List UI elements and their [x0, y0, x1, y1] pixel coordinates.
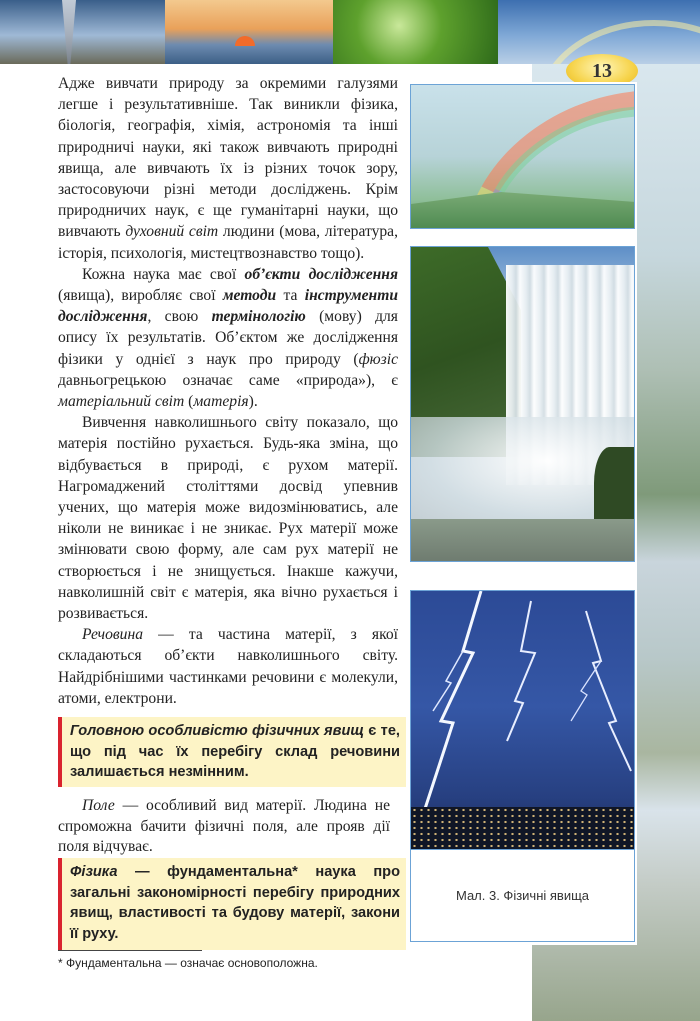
text-run: Кожна наука має свої: [82, 265, 245, 283]
text-run: інструменти дослідження: [58, 287, 398, 326]
banner-photo-tornado: [0, 0, 165, 64]
callout-rest: є те, що під час їх перебігу склад речовини залишається незмінним.: [70, 723, 400, 780]
definition-rest: — фундаментальна* наука про загальні закономірності перебігу природних явищ, властивості та будову матерії, закони її руху.: [70, 864, 400, 942]
text-run: термінологію: [211, 308, 306, 326]
text-run: та: [276, 287, 305, 305]
page-number: 13: [566, 54, 638, 88]
field-rest: — особливий вид матерії. Людина не спроможна бачити фізичні поля, але прояв дії поля відчуває.: [58, 797, 390, 855]
text-run: фюзіс: [358, 350, 398, 368]
banner-photo-sunset: [165, 0, 333, 64]
text-run: , свою: [147, 308, 212, 326]
callout-lead: Головною особливістю фізичних явищ: [70, 723, 365, 739]
text-run: Адже вивчати природу за окремими галузями легше і результативніше. Так виникли фізика, біологія, географія, хімія, астрономія та інші природничі науки, які також вивчають природні явища, але вивчають їх із різних точок зору, застосовуючи різні методи досліджень. Крім природничих наук, є ще гуманітарні науки, що вивчають: [58, 75, 398, 241]
photo-rainbow: [410, 84, 635, 229]
definition-term: Фізика: [70, 864, 118, 880]
banner-photo-dewdrops: [333, 0, 498, 64]
photo-lightning: [410, 590, 635, 850]
text-run: методи: [222, 287, 277, 305]
text-run: ).: [248, 393, 258, 411]
figure-caption: Мал. 3. Фізичні явища: [410, 850, 635, 942]
text-run: давньогрецькою означає саме «природа»), є: [58, 371, 398, 389]
text-run: (мову) для опису їх результатів. Об’єктом же дослідження фізики у однієї з наук про природу (: [58, 308, 398, 368]
text-run: — та частина матерії, з якої складаються об’єкти навколишнього світу. Найдрібнішими частинками речовини є молекули, атоми, електрони.: [58, 626, 398, 707]
photo-waterfall: [410, 246, 635, 562]
definition-callout: [58, 858, 406, 950]
paragraph-4: [58, 624, 398, 709]
text-run: Речовина: [82, 626, 144, 644]
field-term: Поле: [82, 797, 115, 814]
key-point-callout: [58, 717, 406, 787]
text-run: матеріальний світ: [58, 393, 185, 411]
text-run: (: [184, 393, 194, 411]
paragraph-1: [58, 73, 398, 264]
text-run: (явища), виробляє свої: [58, 287, 223, 305]
paragraph-2: [58, 264, 398, 412]
footnote: * Фундаментальна — означає основоположна.: [58, 956, 318, 970]
paragraph-3: [58, 412, 398, 624]
text-run: Вивчення навколишнього світу показало, що матерія постійно рухається. Будь-яка зміна, що відбувається в природі, є рухом матерії. Нагромаджений століттями досвід упевнив учених, що матерія може видозмінюватись, але ніколи не виникає і не зникає. Рух матерії може змінювати свою форму, але сам рух матерії не створюється і не знищується. Інакше кажучи, навколишній світ є матерія, яка вічно рухається і розвивається.: [58, 414, 398, 623]
footnote-divider: [58, 950, 202, 951]
text-run: об’єкти дослідження: [244, 265, 398, 283]
city-lights: [411, 807, 635, 849]
text-run: людини (мова, література, історія, психологія, мистецтвознавство тощо).: [58, 223, 398, 262]
figure-physical-phenomena: [408, 82, 637, 945]
text-run: духовний світ: [125, 223, 219, 241]
body-text: [58, 73, 398, 709]
text-run: матерія: [193, 393, 249, 411]
field-paragraph: [58, 796, 390, 858]
